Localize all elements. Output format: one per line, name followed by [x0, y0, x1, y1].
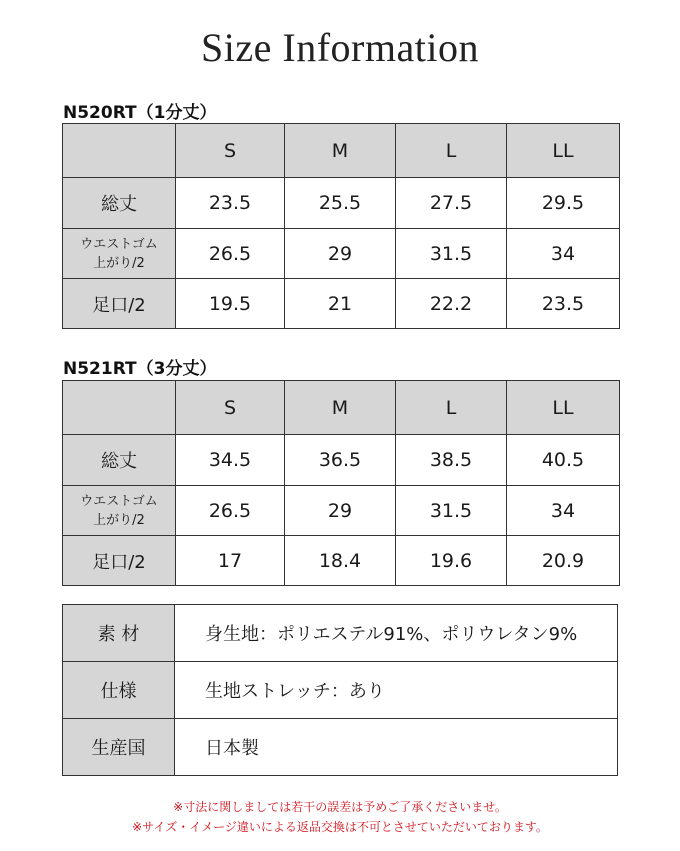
- size-header: S: [176, 381, 285, 435]
- table-cell: 31.5: [396, 229, 507, 279]
- size-header: L: [396, 381, 507, 435]
- info-value: 生地ストレッチ：あり: [175, 662, 618, 719]
- table-cell: 26.5: [176, 229, 285, 279]
- note-measurement: ※寸法に関しましては若干の誤差は予めご了承くださいませ。: [173, 800, 507, 814]
- table-row: [63, 178, 620, 229]
- table-cell: 18.4: [285, 536, 396, 586]
- size-header: M: [285, 124, 396, 178]
- table-cell: 22.2: [396, 279, 507, 329]
- size-header-row: [63, 381, 620, 435]
- table-cell: 23.5: [507, 279, 620, 329]
- row-label: 足口/2: [63, 536, 176, 586]
- info-value: 身生地：ポリエステル91%、ポリウレタン9%: [175, 605, 618, 662]
- row-label-line: ウエストゴム: [80, 493, 158, 509]
- table-cell: 40.5: [507, 435, 620, 486]
- info-value: 日本製: [175, 719, 618, 776]
- corner-cell: [63, 124, 176, 178]
- size-header: S: [176, 124, 285, 178]
- row-label: 総丈: [63, 178, 176, 229]
- table-cell: 29: [285, 229, 396, 279]
- size-header: LL: [507, 124, 620, 178]
- size-table-n520rt: [62, 123, 620, 329]
- info-label: 素 材: [63, 605, 175, 662]
- size-header: LL: [507, 381, 620, 435]
- info-row-spec: [63, 662, 618, 719]
- table-cell: 20.9: [507, 536, 620, 586]
- table-cell: 21: [285, 279, 396, 329]
- row-label: 総丈: [63, 435, 176, 486]
- size-table-n521rt: [62, 380, 620, 586]
- table-cell: 19.5: [176, 279, 285, 329]
- table-cell: 17: [176, 536, 285, 586]
- table-row: [63, 486, 620, 536]
- table-cell: 29: [285, 486, 396, 536]
- row-label: [63, 229, 176, 279]
- page-title: Size Information: [201, 25, 479, 70]
- table-cell: 27.5: [396, 178, 507, 229]
- note-returns: ※サイズ・イメージ違いによる返品交換は不可とさせていただいております。: [132, 820, 548, 834]
- table-cell: 23.5: [176, 178, 285, 229]
- table-cell: 36.5: [285, 435, 396, 486]
- info-row-material: [63, 605, 618, 662]
- row-label-line: 上がり/2: [93, 512, 145, 528]
- table-cell: 34.5: [176, 435, 285, 486]
- size-header-row: [63, 124, 620, 178]
- info-label: 生産国: [63, 719, 175, 776]
- info-label: 仕様: [63, 662, 175, 719]
- product-info-table: [62, 604, 618, 776]
- corner-cell: [63, 381, 176, 435]
- table-cell: 38.5: [396, 435, 507, 486]
- table-cell: 34: [507, 229, 620, 279]
- table-row: [63, 279, 620, 329]
- info-row-origin: [63, 719, 618, 776]
- table-cell: 29.5: [507, 178, 620, 229]
- table-row: [63, 435, 620, 486]
- row-label: [63, 486, 176, 536]
- table-cell: 31.5: [396, 486, 507, 536]
- table-row: [63, 536, 620, 586]
- table-cell: 25.5: [285, 178, 396, 229]
- product-name-n520rt: N520RT（1分丈）: [63, 103, 217, 123]
- size-header: L: [396, 124, 507, 178]
- table-cell: 26.5: [176, 486, 285, 536]
- size-header: M: [285, 381, 396, 435]
- product-name-n521rt: N521RT（3分丈）: [63, 359, 217, 379]
- row-label: 足口/2: [63, 279, 176, 329]
- table-cell: 19.6: [396, 536, 507, 586]
- table-cell: 34: [507, 486, 620, 536]
- table-row: [63, 229, 620, 279]
- row-label-line: 上がり/2: [93, 255, 145, 271]
- row-label-line: ウエストゴム: [80, 236, 158, 252]
